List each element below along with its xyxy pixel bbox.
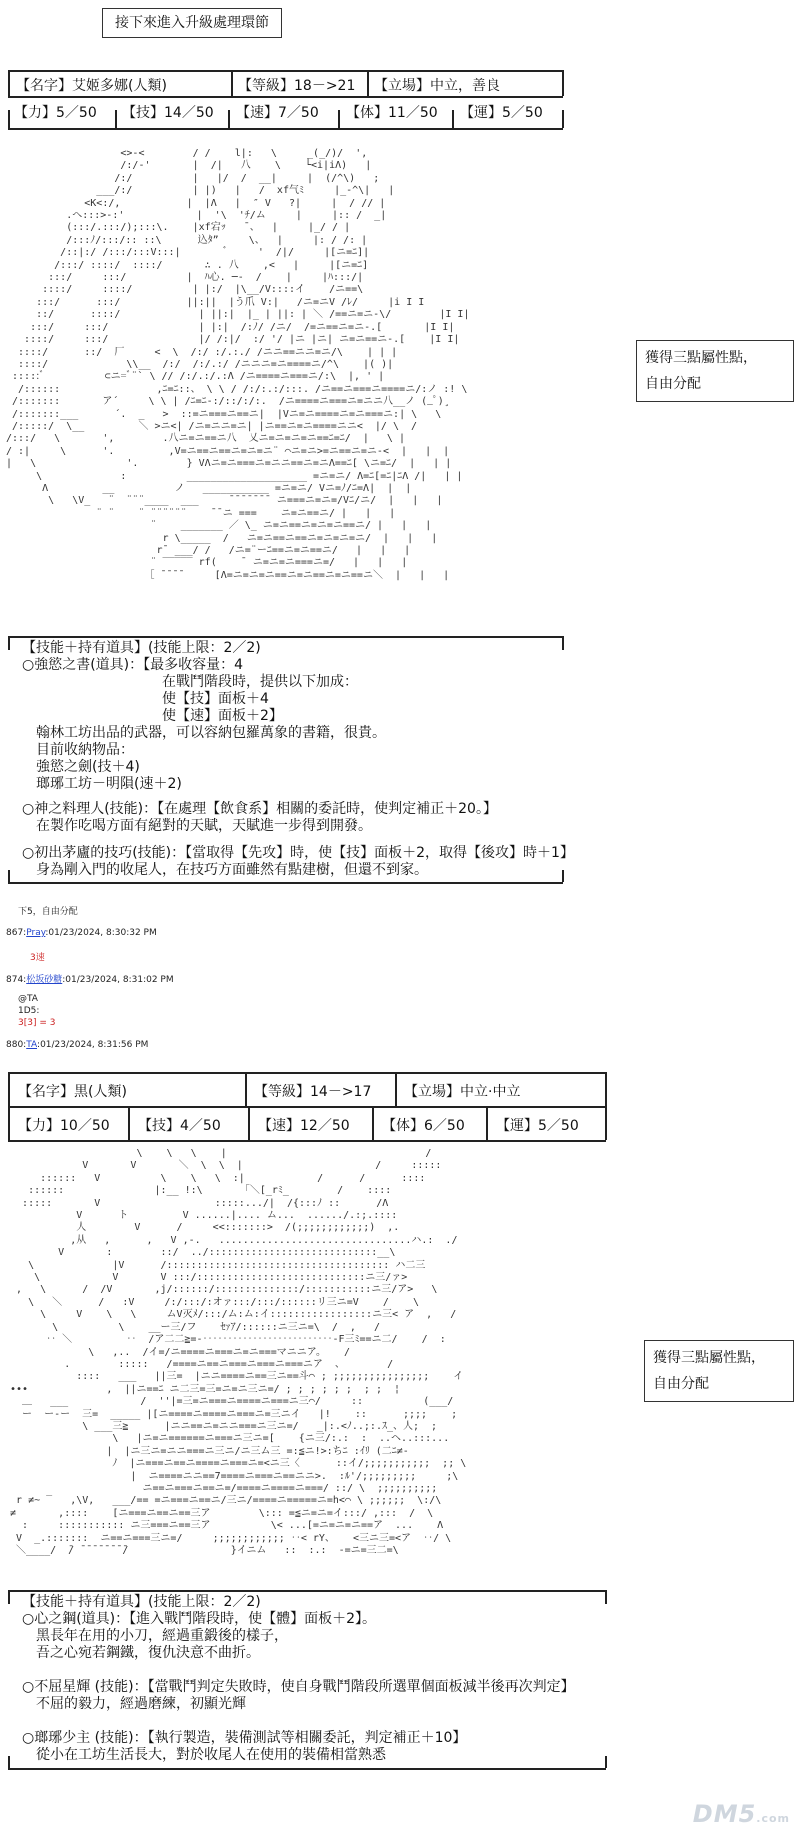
- char1-name: 【名字】艾姬多娜(人類): [16, 78, 167, 94]
- char1-skill-line: 翰林工坊出品的武器，可以容納包羅萬象的書籍，很貴。: [22, 725, 386, 741]
- char1-skill-line: 在製作吃喝方面有絕對的天賦，天賦進一步得到開發。: [22, 818, 372, 834]
- char2-skill-line: ○不屈星輝 (技能)：【當戰鬥判定失敗時，使自身戰鬥階段所選單個面板減半後再次判定】: [22, 1679, 575, 1695]
- post-867: 867:Pray:01/23/2024, 8:30:32 PM: [6, 928, 157, 938]
- char1-stance: 【立場】中立，善良: [374, 78, 500, 94]
- char1-level: 【等級】18－>21: [238, 78, 356, 94]
- char2-name: 【名字】黒(人類): [18, 1084, 127, 1100]
- char2-stat-luck: 【運】5／50: [496, 1118, 579, 1134]
- post-874-line: @TA: [18, 994, 38, 1004]
- char1-skill-line: 強慾之劍(技＋4): [22, 759, 140, 775]
- post-874: 874:松坂砂糖:01/23/2024, 8:31:02 PM: [6, 975, 174, 985]
- char2-skills-header: 【技能＋持有道具】(技能上限：2／2): [22, 1594, 261, 1610]
- post-867-message: 3速: [30, 953, 45, 963]
- char1-side-note: 獲得三點屬性點， 自由分配: [636, 340, 794, 402]
- char2-skill-line: 黑長年在用的小刀，經過重鍛後的樣子，: [22, 1628, 288, 1644]
- char1-skill-line: ○神之料理人(技能)：【在處理【飲食系】相關的委託時，使判定補正＋20。】: [22, 801, 497, 817]
- post-user-link[interactable]: TA: [26, 1040, 38, 1050]
- post-user-link[interactable]: Pray: [26, 928, 46, 938]
- char1-stat-body: 【体】11／50: [346, 105, 438, 121]
- section-title: 接下來進入升級處理環節: [102, 8, 282, 38]
- char1-skills-header: 【技能＋持有道具】(技能上限：2／2): [22, 640, 261, 656]
- char1-skill-line: ○強慾之書(道具)：【最多收容量：4: [22, 657, 244, 673]
- char2-skill-line: 吾之心宛若鋼鐵，復仇決意不曲折。: [22, 1645, 260, 1661]
- char2-stance: 【立場】中立·中立: [404, 1084, 521, 1100]
- char2-stat-body: 【体】6／50: [382, 1118, 465, 1134]
- char2-skill-line: 不屈的毅力，經過磨練，初顯光輝: [22, 1696, 246, 1712]
- char2-stat-tech: 【技】4／50: [138, 1118, 221, 1134]
- char1-skill-line: ○初出茅廬的技巧(技能)：【當取得【先攻】時，使【技】面板＋2，取得【後攻】時＋1】: [22, 845, 574, 861]
- char1-skill-line: 在戰鬥階段時，提供以下加成：: [22, 674, 358, 690]
- char2-side-note: 獲得三點屬性點， 自由分配: [644, 1340, 794, 1402]
- watermark-logo: DM5.com: [692, 1800, 790, 1828]
- char2-stat-str: 【力】10／50: [18, 1118, 110, 1134]
- char2-stat-spd: 【速】12／50: [258, 1118, 350, 1134]
- char2-ascii-art: \ \ \ | / V V ＼ \ \ | / ::::: :::::: V \ \ \ :| / / :::: :::::: |:__ !:\ ｢＼[_rﾐ_ / :::: ::::: V :::::.../| /{:::ﾉ :: /Λ V ト V ......|.... ム... ....../.:;.:::: 人 V / <<:::::::> /(;;;;;;;;;;;;) ,. ,从 , , V ,-. ................................ハ.: ./ V : ::/ ../::::::::::::::::::::::::::::__\ \ |V /::::::::::::::::::::::::::::::::::::: ハ二三 \ V V :::/::::::::::::::::::::::::::::ニ三/ァ> , \ / /V ,j/::::::/::::::::::::::/:::::::::::ニ三/ア> \ \ ＼ / :V /:/:::/:オァ:::/:::/::::::リ三ニ=V / \ \ V \ \ ムV灭ﾒ/:::/ム:ム:イ:::::::::::::::::ニ三< ア , / \ \ __ー三/フ ｾｧｱ/::::::ニ三ニ=\ / , / ‥ ＼ ‥ /ア二二≧=-‥‥‥‥‥‥‥‥‥‥‥‥‥-F三ﾐ==ニ二/ / : \ ,.. /イ=/ニ====ニ===ニ=ニ===マニニア。 / . ::::: /====ニ==ニ===ニ===ニ===ニア 、 / :::: ___ ||三= |ニニ====ニ==三ニ==斗⌒ ; ;;;;;;;;;;;;;;;; イ ••• , ||ニ==ﾆ ニ二三=三=ニ=ニ三ニ=/ ; ; ; ; ; ; ; ; ¦ ＿ ___ / ''|=三=ニ===ニ====ニ===ニ三⌒/ :: (___/ ー ー‐ー 三= _____ |[ニ====ニ====ニ===ニ=三ニイ |! :: ;;;; ; \ ___三≧ |ニニ==ニ=ニニ===ニ三ニ=/ _|:.<ﾉ..;:.ｽ_、人; ; \ |ニ=ニ======ニ===ニ三ニ=[ {ニ三/:.: : ..ヘ..:::... | |ニ三ニ=ニニ===ニ三ニ/ニ三ム三 =:≦ニ!>:ちﾆ :ｲﾘ (二ﾆ≠- ﾉ |ニ===ニ==ニ====ニ===ニ=<ニ三〈 ::イ/;;;;;;;;;;; ;; \ | ニ====ニニ==7====ニ===ニ==ニニ>. :ﾙ'/;;;;;;;;; ;\ ニ==ニ===ニ==ニ=/====ニ====ニ===/ ::/ \ ;;;;;;;;;; r ≠~ ‾ ,\V, ___/== =ニ===ニ==ニ/三ニ/====ニ=====ニ=h<⌒ \ ;;;;;; \:/\ ≠ ,:::: [ニ===ニ==ニ==三ア \::: =≦ニ=ニ=イ:::/ ,::: / \ : ::::::::::: ニ三===ニ==三ア \< ...[=ニ=ニ=ニ==ア ... Λ V _.::::::: ニ==ニ===三ニ=/ ;;;;;;;;;;;; ‥< rY、 <三ニ三=<ア ‥/ \ ＼____/ ̄/ ̄ ̄ ̄ ̄ ̄ ̄ ̄ ̄/ }イニム :: :.: ‐=ニ=三二=\: [10, 1148, 467, 1556]
- char2-level: 【等級】14－>17: [254, 1084, 372, 1100]
- post-874-line: 1D5:: [18, 1006, 40, 1016]
- post-user-link[interactable]: 松坂砂糖: [26, 975, 63, 985]
- char1-skill-line: 使【速】面板＋2】: [22, 708, 283, 724]
- char2-skill-line: ○心之鋼(道具)：【進入戰鬥階段時，使【體】面板＋2】。: [22, 1611, 377, 1627]
- char1-stat-luck: 【運】5／50: [460, 105, 543, 121]
- char2-skill-line: ○瑯琊少主 (技能)：【執行製造，裝備測試等相關委託，判定補正＋10】: [22, 1730, 467, 1746]
- char1-skill-line: 使【技】面板＋4: [22, 691, 269, 707]
- char1-stat-spd: 【速】7／50: [236, 105, 319, 121]
- char1-stat-tech: 【技】14／50: [122, 105, 214, 121]
- char1-stat-str: 【力】5／50: [14, 105, 97, 121]
- char1-skill-line: 身為剛入門的收尾人，在技巧方面雖然有點建樹，但還不到家。: [22, 862, 428, 878]
- char2-skill-line: 從小在工坊生活長大，對於收尾人在使用的裝備相當熟悉: [22, 1747, 386, 1763]
- post-note: 下5，自由分配: [18, 907, 78, 917]
- char1-ascii-art: <>-< / / l|: \ _(_/)/ ', /:/-' | /| 八 \ └<i|iΛ) | /:/ | |/ / __| | (/^\) ; ___/:/ | |) | / xf气ﾐ |_-^\| | <K<:/, | |Λ | ″ V ?| | / // | .へ:::>‐:' | '\ 'ﾁ/ム | |:: / _| (:::/.:::/);:::\. |xf宕ｯ ¯、 | |_/ / | /:::ﾉ/:::/:: ::\ 込ﾀ” \、 | |: / /: | /::|:/ /:::/:::V:::| ﾞ ' /|/ |[ニ=ﾆ]| /:::/ ::::/ ::::/ ∴ . 八 ,< | |[ニ=ﾆ] :::/ :::/ | ﾊ心. ─- / | |ﾊ:::/| ::::/ ::::/ | |:/ |\__/V::::イ /ニ==\ :::/ :::/ ||:|| |う爪 V:| /ニ=ニV /ﾚ/ |i I I ::/ ::::/ | ||:| |_ | ||: | ＼ /==ニ=ニ-\/ |I I| :::/ :::/ | |:| /:ﾉ/ /ニ/ /=ニ==ニ=ニ-.[ |I I| ::::/ :::/ |/ /:|/ :/ '/ |ニ |ニ| ニ=ニ==ニ-.[ |I I| ::::/ ::/ 厂 < \ /:/ :/.:./ /ニニ==ニニ=ニ/\ | | | ::::/ \\__ /:/ /:/.:/ /ニニニ=ニ====ニ/^\ |( )| :::::ﾞ ⊂ニ=ﾞ¨` \ // /:/.:/.:Λ /ニ====ニ===ニ/:\ |, ' | /:::::: ,ﾆ=ﾆ::、 \ \ / /:/:.:/:::. /ニ==ニ===ニ====ニ/:ノ :! \ /::::::: ア´ \ \ | /ﾆ=ﾆ-:/::/:/:. /ニ====ニ===ニ=ニニ八__ノ (_ﾟ)¸ /:::::::___ ´. _ > ::=ニ===ニ==ニ| |Vニ=ニ====ニ=ニ===ニ:| \ \ /:::::/ \__ ＼ >ニ<| /ニ=ニニ=ニ| |ニ==ニ=ニ====ニニ< |/ \ / /:::/ \ ', .八ニ=ニ==ニ八 乂ニ=ニ=ニ=ニ==ﾆ=ﾆ/ | \ | / :| \ '. ,V=ニ==ニ==ニ=ニ=ニ¨ ⌒ニ=ニ>=ニ==ニ=ニ-< | | | | \ '. } VΛニ=ニ===ニ=ニニ==ニ=ニΛ==ﾆ[ \ニ=ﾆ/ | | | \ : ____________________ =ニ=ニ/ Λ=ﾆ[=ﾆ|ﾆΛ /| | | Λ __ ノ ___________ =ニ=ニ/ Vニ=ﾉ/ﾆ=Λ| | | \ \V_ ¨ ¨¨¨____ ___ ¯¯¯¯¯¯¯ ニ===ニ=ニ=/Vﾆ/ニ/ | | | ¨ ¨ ¨ ¨¨¨¨¨¨ ¯¯ニ === ニ=ニ==ニ/ | | | ¨ _______ ／ \_ ニ=ニ==ニ=ニ=ニ==ニ/ | | | r \_____ / ニ=ニ==ニ==ニ=ニ=ニ=ニ/ | | | r¯ ___/ / /ニ=¨ーﾆ==ニ=ニ==ニ/ | | | ¨ ‾‾‾‾‾ rf( ¯ ニ=ニ=ニ===ニ=/ | | | ［ ¯¯¯¯ [Λ=ニ=ニ=ニ==ニ=ニ==ニ=ニ==ニ＼ | | |: [6, 148, 470, 581]
- post-880: 880:TA:01/23/2024, 8:31:56 PM: [6, 1040, 149, 1050]
- char1-skill-line: 瑯琊工坊－明隕(速＋2): [22, 776, 182, 792]
- char1-skill-line: 目前收納物品：: [22, 742, 134, 758]
- post-874-dice-result: 3[3] = 3: [18, 1018, 56, 1028]
